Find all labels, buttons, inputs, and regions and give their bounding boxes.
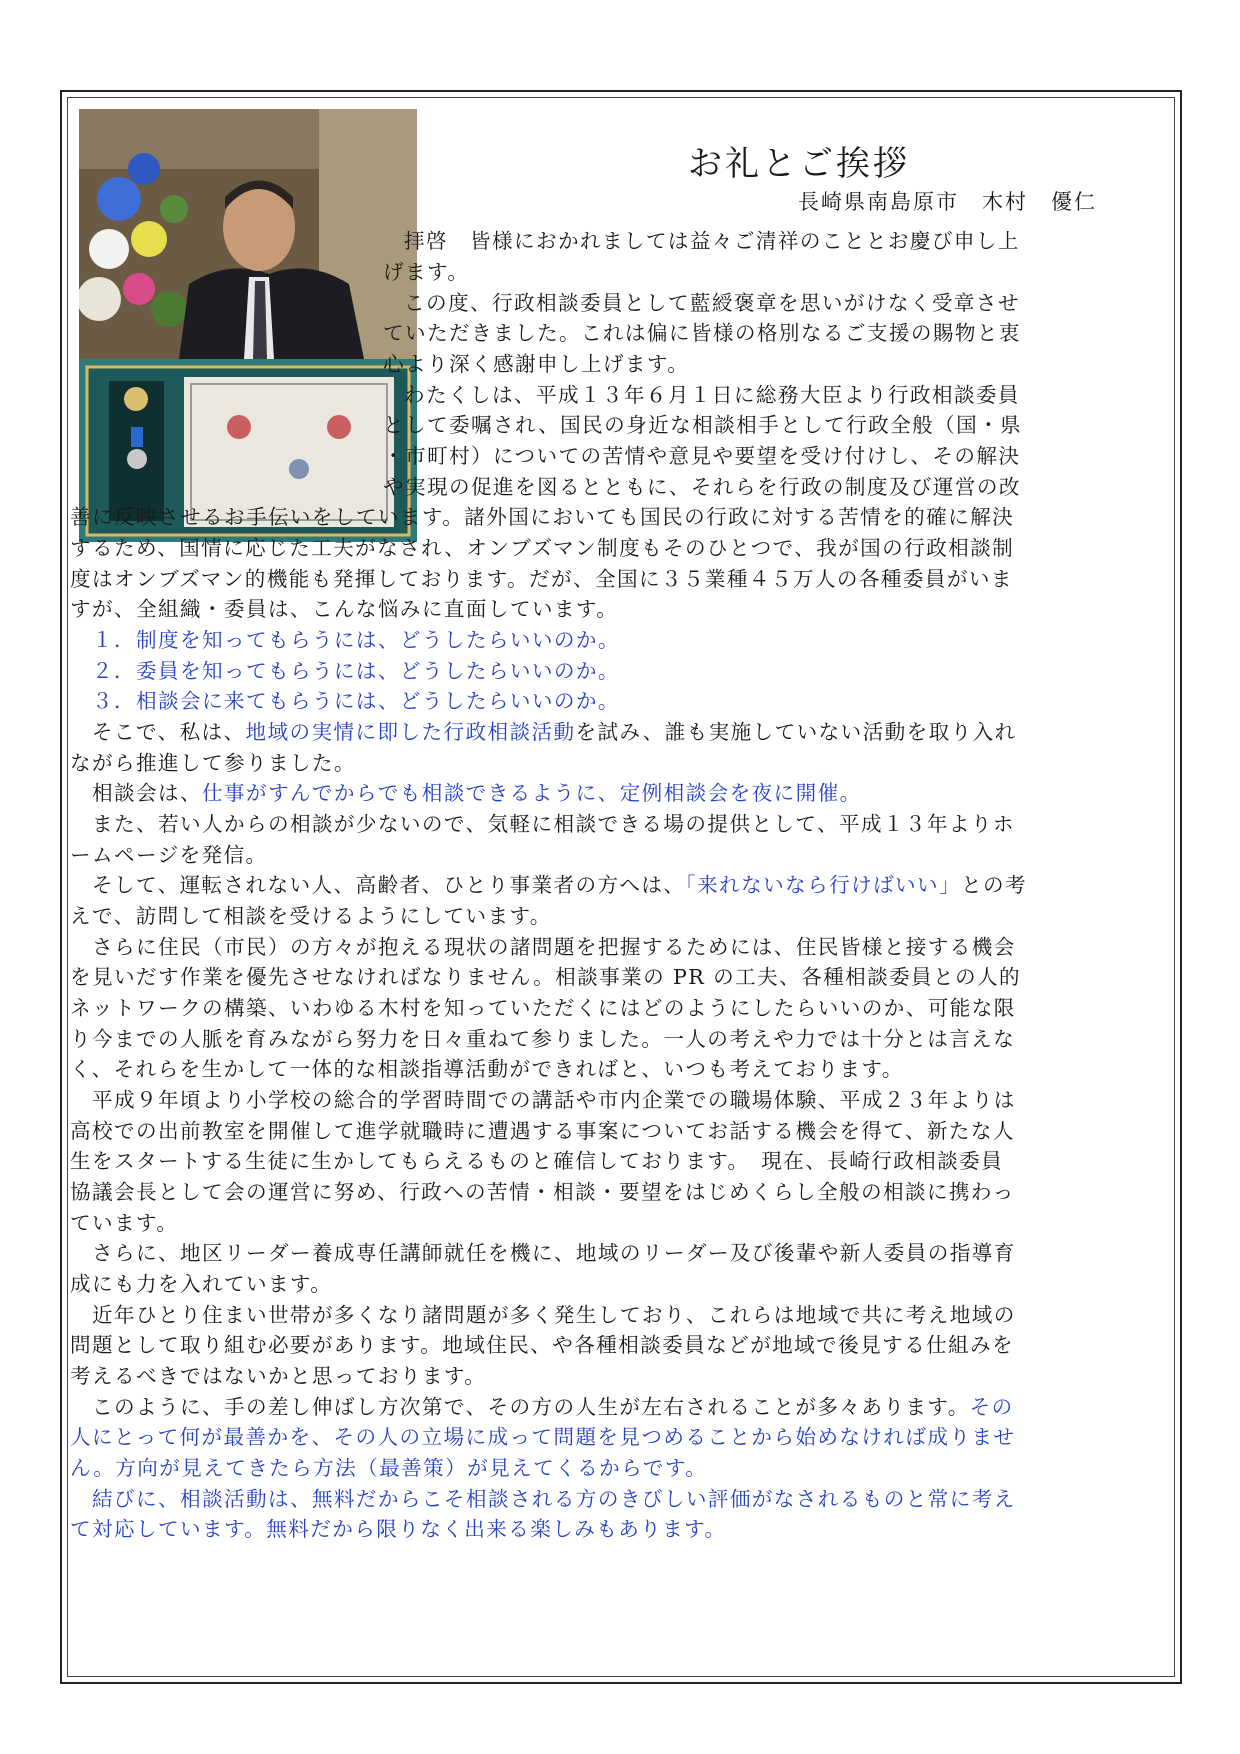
text-segment: として委嘱され、国民の身近な相談相手として行政全般（国・県	[383, 413, 1023, 437]
inner-frame	[67, 97, 1175, 1677]
body-line	[70, 538, 1014, 559]
body-line	[92, 1489, 1016, 1510]
body-line	[92, 937, 1016, 958]
body-line	[70, 845, 268, 866]
highlighted-text: ３．相談会に来てもらうには、どうしたらいいのか。	[92, 689, 620, 713]
body-line	[92, 783, 862, 804]
body-line	[70, 1059, 904, 1080]
text-segment: えで、訪問して相談を受けるようにしています。	[70, 904, 552, 928]
body-line	[92, 1397, 1014, 1418]
body-line	[92, 875, 1027, 896]
body-line	[70, 1182, 1015, 1203]
text-segment: するため、国情に応じた工夫がなされ、オンブズマン制度もそのひとつで、我が国の行政相談制	[70, 536, 1015, 560]
text-segment: げます。	[383, 260, 470, 284]
text-segment: や実現の促進を図るとともに、それらを行政の制度及び運営の改	[383, 475, 1021, 499]
text-segment: また、若い人からの相談が少ないので、気軽に相談できる場の提供として、平成１３年よりホ	[92, 812, 1015, 836]
text-segment: 平成９年頃より小学校の総合的学習時間での講話や市内企業での職場体験、平成２３年よりは	[92, 1088, 1016, 1112]
body-line	[70, 1335, 1014, 1356]
body-line	[70, 998, 1016, 1019]
text-segment: わたくしは、平成１３年６月１日に総務大臣より行政相談委員	[404, 383, 1020, 407]
author-line: 長崎県南島原市 木村 優仁	[798, 190, 1097, 214]
text-segment: ネットワークの構築、いわゆる木村を知っていただくにはどのようにしたらいいのか、可能な限	[70, 996, 1016, 1020]
text-segment: 相談会は、	[92, 781, 202, 805]
body-line	[70, 753, 356, 774]
text-segment: り今までの人脈を育みながら努力を日々重ねて参りました。一人の考えや力では十分とは言えな	[70, 1027, 1016, 1051]
text-segment: 成にも力を入れています。	[70, 1272, 333, 1296]
highlighted-text: ２．委員を知ってもらうには、どうしたらいいのか。	[92, 659, 620, 683]
body-line	[70, 1213, 178, 1234]
body-line	[92, 1090, 1016, 1111]
text-segment: を見いだす作業を優先させなければなりません。相談事業の PR の工夫、各種相談委員との人的	[70, 965, 1022, 989]
body-line	[92, 630, 620, 651]
text-segment: さらに住民（市民）の方々が抱える現状の諸問題を把握するためには、住民皆様と接する機会	[92, 935, 1016, 959]
text-segment: く、それらを生かして一体的な相談指導活動ができればと、いつも考えております。	[70, 1057, 904, 1081]
body-line	[404, 385, 1020, 406]
highlighted-text: 人にとって何が最善かを、その人の立場に成って問題を見つめることから始めなければ成りませ	[70, 1425, 1016, 1449]
body-line	[383, 323, 1021, 344]
text-segment: との考	[961, 873, 1028, 897]
text-segment: 心より深く感謝申し上げます。	[383, 352, 690, 376]
text-segment: ながら推進して参りました。	[70, 751, 356, 775]
text-segment: ームページを発信。	[70, 843, 268, 867]
highlighted-text: １．制度を知ってもらうには、どうしたらいいのか。	[92, 628, 620, 652]
page-frame	[60, 90, 1182, 1684]
body-line	[383, 354, 689, 375]
body-line	[70, 1274, 332, 1295]
text-segment: すが、全組織・委員は、こんな悩みに直面しています。	[70, 597, 619, 621]
highlighted-text: 「来れないなら行けばいい」	[685, 873, 962, 897]
highlighted-text: て対応しています。無料だから限りなく出来る楽しみもあります。	[70, 1517, 727, 1541]
body-line	[383, 477, 1021, 498]
text-segment: このように、手の差し伸ばし方次第で、その方の人生が左右されることが多々あります。	[92, 1395, 970, 1419]
text-segment: 近年ひとり住まい世帯が多くなり諸問題が多く発生しており、これらは地域で共に考え地域の	[92, 1303, 1016, 1327]
body-line	[383, 415, 1022, 436]
text-segment: この度、行政相談委員として藍綬褒章を思いがけなく受章させ	[404, 291, 1020, 315]
body-line	[92, 661, 620, 682]
text-segment: ていただきました。これは偏に皆様の格別なるご支援の賜物と衷	[383, 321, 1021, 345]
text-segment: 生をスタートする生徒に生かしてもらえるものと確信しております。 現在、長崎行政相談委員	[70, 1149, 1004, 1173]
body-line	[70, 1519, 727, 1540]
body-line	[70, 1151, 1003, 1172]
body-line	[92, 722, 1017, 743]
body-line	[70, 569, 1013, 590]
text-segment: 考えるべきではないかと思っております。	[70, 1364, 487, 1388]
highlighted-text: その	[969, 1395, 1014, 1419]
portrait-and-medal-photo	[79, 109, 417, 542]
text-segment: そして、運転されない人、高齢者、ひとり事業者の方へは、	[92, 873, 686, 897]
body-line	[383, 262, 469, 283]
body-line	[70, 1029, 1015, 1050]
body-line	[70, 967, 1021, 988]
body-line	[70, 1458, 707, 1479]
body-line	[92, 1243, 1016, 1264]
body-line	[70, 599, 618, 620]
text-segment: 協議会長として会の運営に努め、行政への苦情・相談・要望をはじめくらし全般の相談に携わっ	[70, 1180, 1015, 1204]
text-segment: さらに、地区リーダー養成専任講師就任を機に、地域のリーダー及び後輩や新人委員の指導育	[92, 1241, 1016, 1265]
text-segment: 問題として取り組む必要があります。地域住民、や各種相談委員などが地域で後見する仕組みを	[70, 1333, 1015, 1357]
text-segment: を試み、誰も実施していない活動を取り入れ	[575, 720, 1017, 744]
highlighted-text: 結びに、相談活動は、無料だからこそ相談される方のきびしい評価がなされるものと常に考え	[92, 1487, 1016, 1511]
text-segment: ています。	[70, 1211, 179, 1235]
body-line	[92, 814, 1015, 835]
highlighted-text: ん。方向が見えてきたら方法（最善策）が見えてくるからです。	[70, 1456, 708, 1480]
highlighted-text: 仕事がすんでからでも相談できるように、定例相談会を夜に開催。	[201, 781, 862, 805]
body-line	[70, 1427, 1015, 1448]
body-line	[92, 691, 620, 712]
text-segment: 高校での出前教室を開催して進学就職時に遭遇する事案についてお話する機会を得て、新たな人	[70, 1119, 1015, 1143]
highlighted-text: 地域の実情に即した行政相談活動	[245, 720, 576, 744]
body-line	[70, 1121, 1015, 1142]
page-title: お礼とご挨拶	[688, 144, 910, 184]
body-line	[383, 446, 1020, 467]
body-line	[404, 231, 1020, 252]
body-line	[70, 906, 552, 927]
text-segment: 善に反映させるお手伝いをしています。諸外国においても国民の行政に対する苦情を的確に解決	[70, 505, 1015, 529]
body-line	[70, 1366, 486, 1387]
body-line	[70, 507, 1014, 528]
text-segment: 度はオンブズマン的機能も発揮しております。だが、全国に３５業種４５万人の各種委員がいま	[70, 567, 1013, 591]
text-segment: 拝啓 皆様におかれましては益々ご清祥のこととお慶び申し上	[404, 229, 1020, 253]
text-segment: そこで、私は、	[92, 720, 246, 744]
body-line	[404, 293, 1020, 314]
text-segment: ・市町村）についての苦情や意見や要望を受け付けし、その解決	[383, 444, 1021, 468]
body-line	[92, 1305, 1016, 1326]
